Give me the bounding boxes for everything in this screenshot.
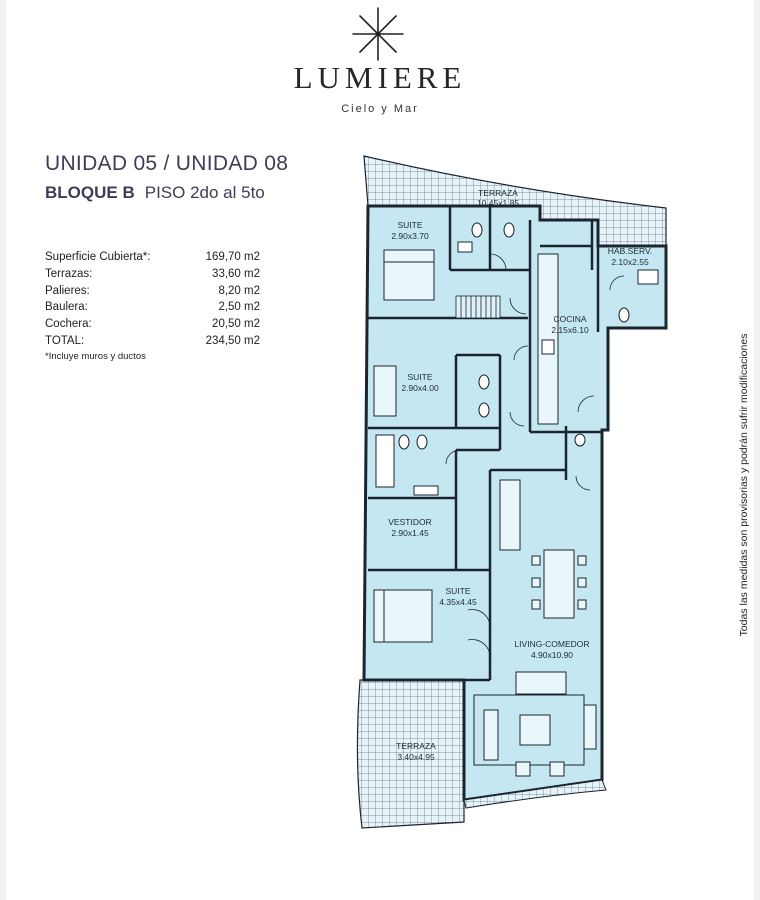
spec-row: [45, 299, 260, 316]
spec-label: Palieres:: [45, 284, 90, 297]
spec-row: [45, 249, 260, 266]
kitchen-label: COCINA: [553, 314, 587, 324]
spec-label: Cochera:: [45, 318, 92, 331]
spec-value: 234,50 m2: [205, 334, 260, 347]
spec-value: 20,50 m2: [212, 318, 260, 331]
spec-label: TOTAL:: [45, 334, 85, 347]
kitchen-size: 2.15x6.10: [551, 325, 589, 335]
terrace-top-size: 10.45x1.85: [476, 198, 520, 208]
floor-plan: [340, 150, 680, 830]
frame-edge-left: [0, 0, 6, 900]
living-dining-size: 4.90x10.90: [530, 650, 574, 660]
suite-1-size: 2.90x3.70: [391, 231, 429, 241]
spec-label: Baulera:: [45, 301, 88, 314]
service-room-label: HAB.SERV.: [607, 246, 653, 256]
suite-1-label: SUITE: [397, 220, 423, 230]
spec-label: Terrazas:: [45, 267, 93, 280]
block-floors: [45, 183, 265, 203]
suite-2-size: 2.90x4.00: [401, 383, 439, 393]
suite-2-label: SUITE: [407, 372, 433, 382]
floors-range: PISO 2do al 5to: [144, 183, 265, 202]
block-name: BLOQUE B: [45, 183, 135, 202]
living-dining-label: LIVING-COMEDOR: [514, 639, 590, 649]
spec-row: [45, 333, 260, 350]
frame-edge-right: [754, 0, 760, 900]
unit-title: UNIDAD 05 / UNIDAD 08: [45, 152, 289, 175]
dressing-room-label: VESTIDOR: [388, 517, 432, 527]
terrace-bottom-label: TERRAZA: [396, 741, 436, 751]
spec-row: [45, 316, 260, 333]
brand-tagline: Cielo y Mar: [341, 103, 419, 115]
disclaimer-note: Todas las medidas son provisorias y podrán sufrir modificaciones: [738, 333, 750, 637]
spec-value: 8,20 m2: [218, 284, 260, 297]
suite-3-label: SUITE: [445, 586, 471, 596]
spec-value: 169,70 m2: [205, 251, 260, 263]
spec-row: [45, 266, 260, 283]
spec-value: 33,60 m2: [212, 267, 260, 280]
staircase: [456, 296, 500, 318]
surface-specs-table: [45, 249, 260, 362]
specs-footnote: *Incluye muros y ductos: [45, 350, 146, 362]
terrace-bottom-size: 3.40x4.95: [397, 752, 435, 762]
brand-name: LUMIERE: [293, 60, 467, 95]
service-room-size: 2.10x2.55: [611, 257, 649, 267]
dressing-room-size: 2.90x1.45: [391, 528, 429, 538]
suite-3-size: 4.35x4.45: [439, 597, 477, 607]
terrace-top-label: TERRAZA: [478, 188, 518, 198]
spec-label: Superficie Cubierta*:: [45, 251, 151, 263]
spec-row: [45, 283, 260, 300]
spec-value: 2,50 m2: [218, 301, 260, 314]
kitchen-counter: [538, 254, 558, 424]
